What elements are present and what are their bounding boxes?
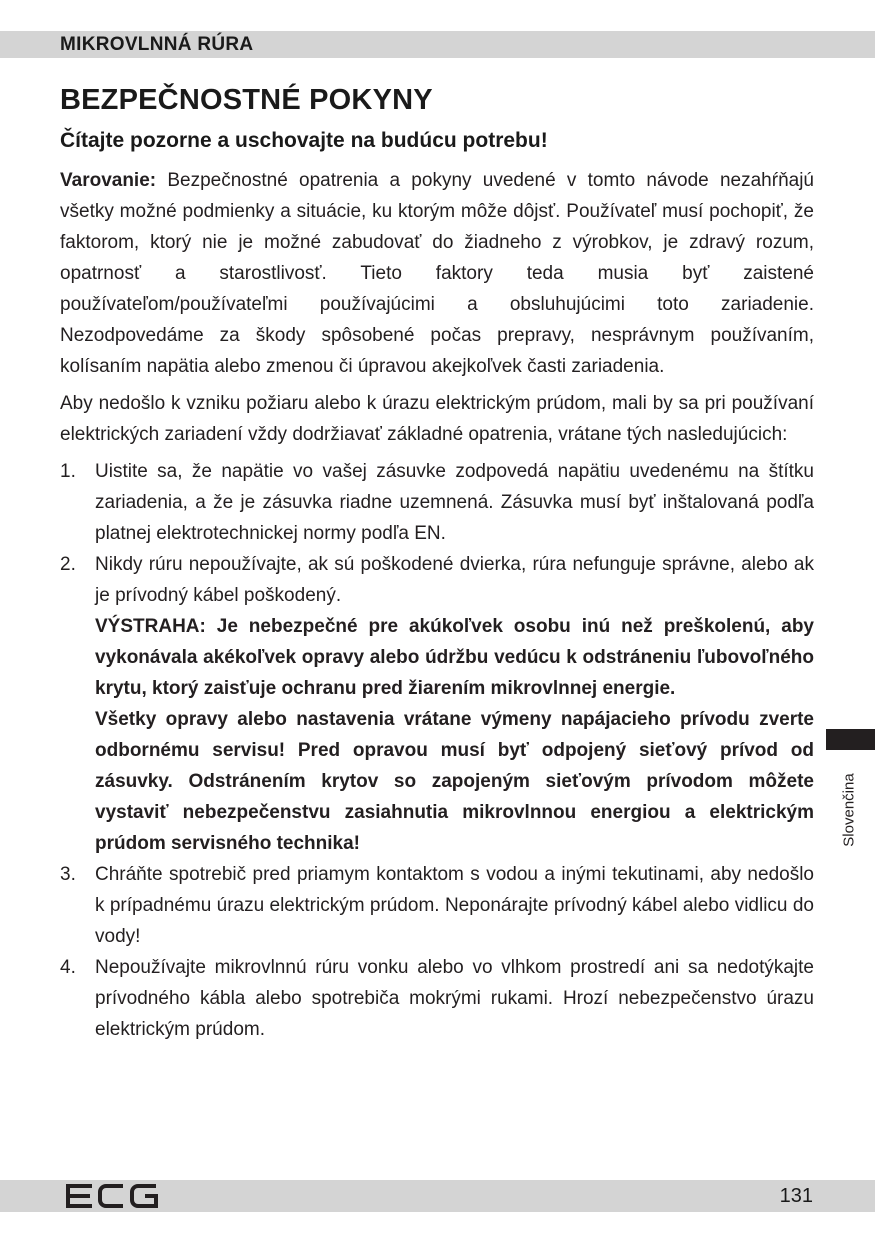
language-tab-marker xyxy=(826,729,875,750)
list-item xyxy=(60,456,814,549)
list-item-number: 2. xyxy=(60,554,76,575)
ecg-logo xyxy=(66,1184,158,1213)
document-body xyxy=(60,165,814,1045)
list-item xyxy=(60,549,814,859)
warning-label: Varovanie: xyxy=(60,170,157,191)
page-number: 131 xyxy=(779,1185,813,1207)
list-item-warning: Všetky opravy alebo nastavenia vrátane výmeny napájacieho prívodu zverte odbornému servisu! Pred opravou musí byť odpojený sieťový prívod od zásuvky. Odstránením krytov so zapojeným sieťovým prívodom môžete vystaviť nebezpečenstvu zasiahnutia mikrovlnnou energiou a elektrickým prúdom servisného technika! xyxy=(95,709,814,854)
warning-text: Bezpečnostné opatrenia a pokyny uvedené v tomto návode nezahŕňajú všetky možné podmienky a situácie, ku ktorým môže dôjsť. Používateľ musí pochopiť, že faktorom, ktorý nie je možné zabudovať do žiadneho z výrobkov, je zdravý rozum, opatrnosť a starostlivosť. Tieto faktory teda musia byť zaistené používateľom/používateľmi používajúcimi a obsluhujúcimi toto zariadenie. Nezodpovedáme za škody spôsobené počas prepravy, nesprávnym používaním, kolísaním napätia alebo zmenou či úpravou akejkoľvek časti zariadenia. xyxy=(60,170,814,377)
list-item xyxy=(60,952,814,1045)
list-item-number: 1. xyxy=(60,461,76,482)
list-item-text: Nepoužívajte mikrovlnnú rúru vonku alebo vo vlhkom prostredí ani sa nedotýkajte prívodného kábla alebo spotrebiča mokrými rukami. Hrozí nebezpečenstvo úrazu elektrickým prúdom. xyxy=(95,957,814,1040)
list-item-text: Chráňte spotrebič pred priamym kontaktom s vodou a inými tekutinami, aby nedošlo k prípadnému úrazu elektrickým prúdom. Neponárajte prívodný kábel alebo vidlicu do vody! xyxy=(95,864,814,947)
list-item-number: 4. xyxy=(60,957,76,978)
intro-paragraph: Aby nedošlo k vzniku požiaru alebo k úrazu elektrickým prúdom, mali by sa pri používaní elektrických zariadení vždy dodržiavať základné opatrenia, vrátane tých nasledujúcich: xyxy=(60,393,814,445)
list-item-number: 3. xyxy=(60,864,76,885)
language-label: Slovenčina xyxy=(840,773,858,847)
page-subtitle: Čítajte pozorne a uschovajte na budúcu potrebu! xyxy=(60,129,548,152)
list-item-warning: VÝSTRAHA: Je nebezpečné pre akúkoľvek osobu inú než preškolenú, aby vykonávala akékoľvek opravy alebo údržbu vedúcu k odstráneniu ľubovoľného krytu, ktorý zaisťuje ochranu pred žiarením mikrovlnnej energie. xyxy=(95,616,814,699)
safety-list xyxy=(60,456,814,1045)
warning-paragraph xyxy=(60,165,814,382)
list-item xyxy=(60,859,814,952)
page-title: BEZPEČNOSTNÉ POKYNY xyxy=(60,84,433,116)
section-label: MIKROVLNNÁ RÚRA xyxy=(60,34,254,55)
list-item-text: Uistite sa, že napätie vo vašej zásuvke zodpovedá napätiu uvedenému na štítku zariadenia, a že je zásuvka riadne uzemnená. Zásuvka musí byť inštalovaná podľa platnej elektrotechnickej normy podľa EN. xyxy=(95,461,814,544)
list-item-text: Nikdy rúru nepoužívajte, ak sú poškodené dvierka, rúra nefunguje správne, alebo ak je prívodný kábel poškodený. xyxy=(95,554,814,606)
